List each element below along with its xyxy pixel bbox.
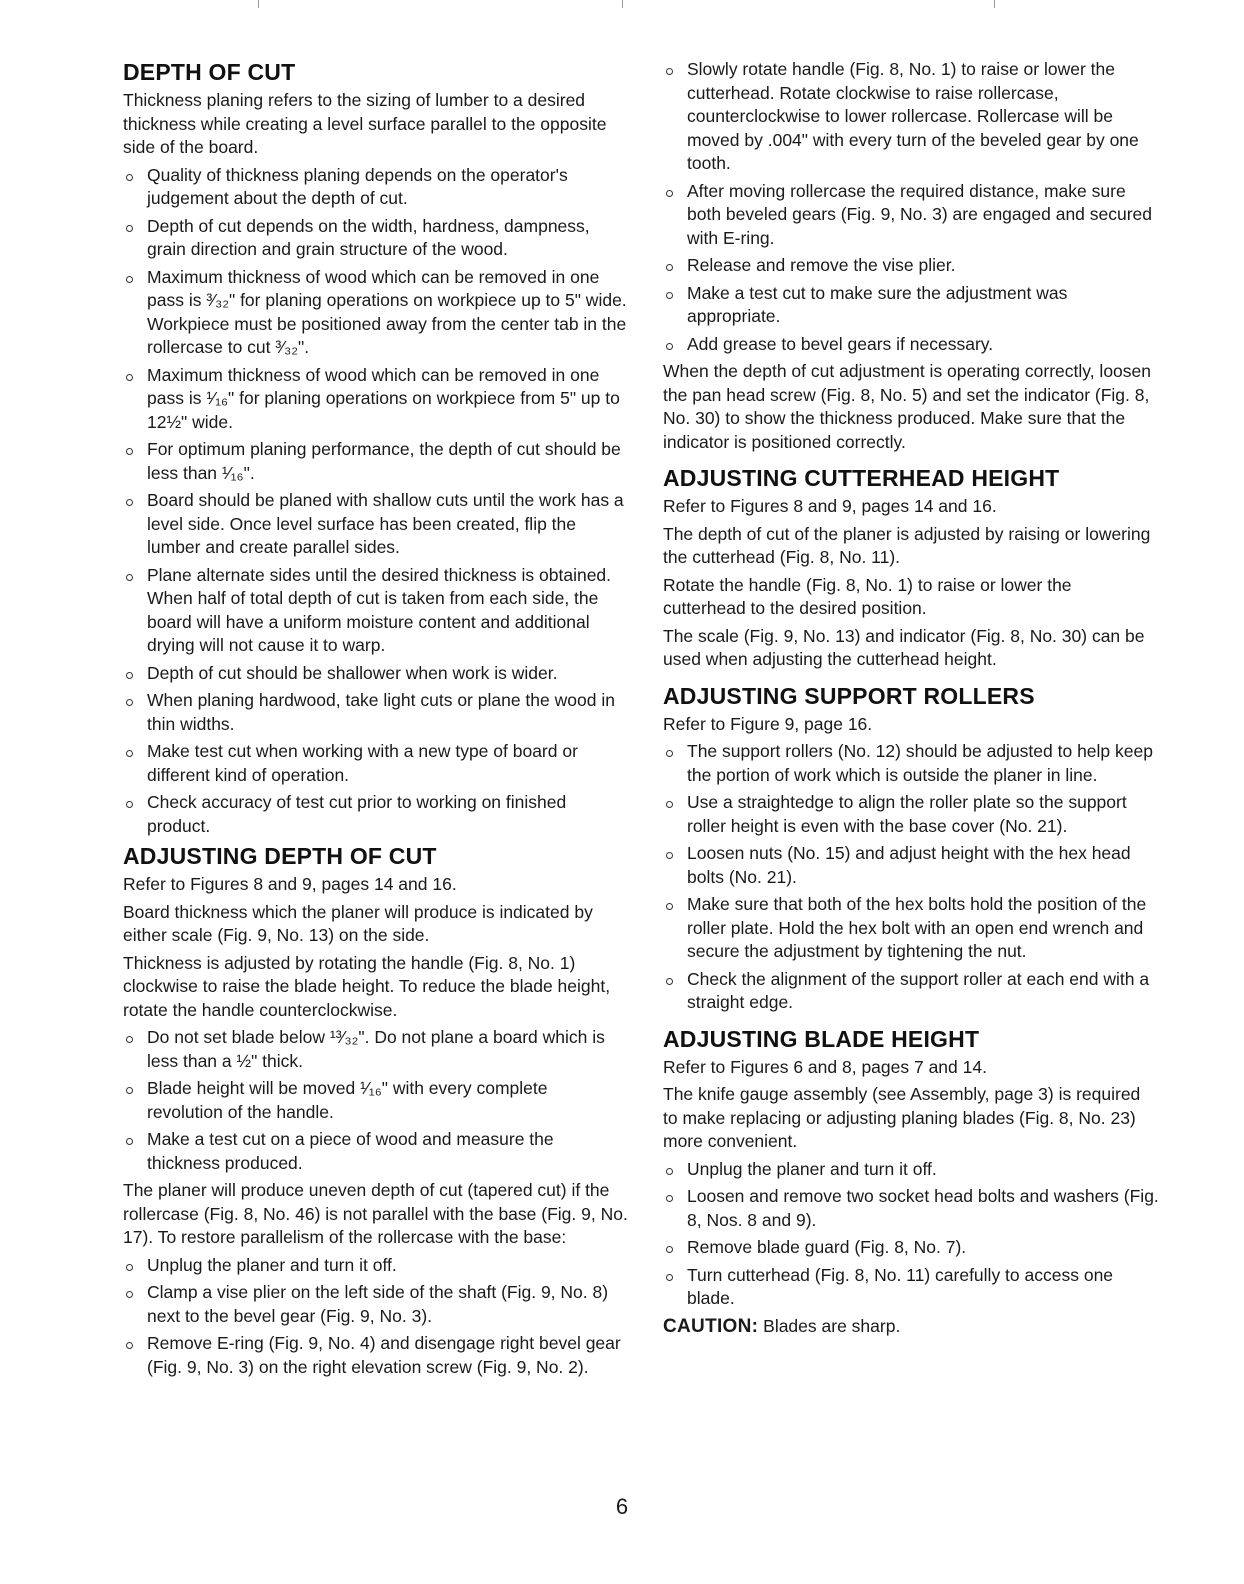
list-item [663,893,1159,964]
list-item-text: The support rollers (No. 12) should be adjusted to help keep the portion of work which is outside the planer in line. [687,741,1153,785]
list-item [663,254,1159,278]
bullet-icon [126,174,133,181]
bullet-icon [666,978,673,985]
paragraph: Thickness is adjusted by rotating the handle (Fig. 8, No. 1) clockwise to raise the blade height. To reduce the blade height, rotate the handle counterclockwise. [123,952,611,1020]
heading-adjusting-blade-height: ADJUSTING BLADE HEIGHT [663,1025,980,1052]
paragraph: Refer to Figures 6 and 8, pages 7 and 14. [663,1056,987,1077]
list-item-text: Remove E-ring (Fig. 9, No. 4) and disengage right bevel gear (Fig. 9, No. 3) on the right elevation screw (Fig. 9, No. 2). [147,1333,621,1377]
paragraph: The planer will produce uneven depth of cut (tapered cut) if the rollercase (Fig. 8, No. 46) is not parallel with the base (Fig. 9, No. 17). To restore parallelism of the rollercase with the base: [123,1180,628,1247]
bullet-icon [666,903,673,910]
list-item [663,58,1159,176]
section-adjusting-support-rollers [663,682,1159,1015]
list-item-text: Maximum thickness of wood which can be removed in one pass is ³⁄₃₂" for planing operations on workpiece up to 5" wide. Workpiece must be positioned away from the center tab in the rollercase to cut ³⁄₃₂". [147,266,627,357]
list-item [123,791,628,838]
bullet-icon [126,750,133,757]
section-adjusting-depth-of-cut [123,842,628,1379]
list-item [123,489,628,560]
list-item-text: Depth of cut depends on the width, hardness, dampness, grain direction and grain structure of the wood. [147,215,590,259]
list-item-text: For optimum planing performance, the depth of cut should be less than ¹⁄₁₆". [147,439,621,483]
paragraph: Refer to Figure 9, page 16. [663,713,873,734]
list-item [663,1236,1159,1260]
bullet-list [663,1158,1159,1311]
paragraph: Refer to Figures 8 and 9, pages 14 and 16. [663,496,997,516]
list-item-text: Maximum thickness of wood which can be removed in one pass is ¹⁄₁₆" for planing operations on workpiece from 5" up to 12½" wide. [147,364,620,432]
paragraph: Rotate the handle (Fig. 8, No. 1) to raise or lower the cutterhead to the desired position. [663,574,1072,618]
list-item [663,842,1159,889]
bullet-icon [126,276,133,283]
paragraph: Thickness planing refers to the sizing of lumber to a desired thickness while creating a level surface parallel to the opposite side of the board. [123,90,607,157]
list-item [123,740,628,787]
bullet-icon [126,1342,133,1349]
list-item-text: Unplug the planer and turn it off. [147,1254,397,1275]
bullet-list [123,1026,628,1175]
list-item-text: Blade height will be moved ¹⁄₁₆" with every complete revolution of the handle. [147,1078,548,1122]
list-item [123,1281,628,1328]
heading-adjusting-cutterhead-height: ADJUSTING CUTTERHEAD HEIGHT [663,465,1060,491]
list-item-text: Use a straightedge to align the roller plate so the support roller height is even with the base cover (No. 21). [687,792,1127,836]
list-item-text: Quality of thickness planing depends on the operator's judgement about the depth of cut. [147,164,568,208]
list-item [663,1264,1159,1311]
list-item-text: Clamp a vise plier on the left side of the shaft (Fig. 9, No. 8) next to the bevel gear (Fig. 9, No. 3). [147,1282,609,1326]
bullet-list [663,740,1159,1015]
list-item [663,282,1159,329]
bullet-icon [666,1274,673,1281]
list-item [663,333,1159,357]
list-item [123,662,628,686]
right-column [663,58,1159,1342]
list-item-text: Slowly rotate handle (Fig. 8, No. 1) to raise or lower the cutterhead. Rotate clockwise to raise rollercase, counterclockwise to lower rollercase. Rollercase will be moved by .004" with every turn of the beveled gear by one tooth. [687,59,1139,173]
bullet-icon [666,343,673,350]
bullet-icon [126,374,133,381]
bullet-icon [666,264,673,271]
heading-adjusting-support-rollers: ADJUSTING SUPPORT ROLLERS [663,682,1035,709]
paragraph: The depth of cut of the planer is adjusted by raising or lowering the cutterhead (Fig. 8, No. 11). [663,523,1151,567]
list-item [123,364,628,435]
list-item-text: Loosen and remove two socket head bolts and washers (Fig. 8, Nos. 8 and 9). [687,1186,1159,1230]
heading-adjusting-depth-of-cut: ADJUSTING DEPTH OF CUT [123,843,437,869]
left-column [123,58,628,1383]
list-item-text: Make sure that both of the hex bolts hold the position of the roller plate. Hold the hex bolt with an open end wrench and secure the adjustment by tightening the nut. [687,894,1147,961]
list-item [663,180,1159,251]
bullet-list-continued [663,58,1159,356]
list-item-text: Check accuracy of test cut prior to working on finished product. [147,792,567,836]
bullet-list [123,164,628,839]
bullet-icon [666,1246,673,1253]
bullet-icon [126,448,133,455]
list-item [123,215,628,262]
bullet-icon [126,1087,133,1094]
bullet-icon [126,225,133,232]
bullet-icon [126,801,133,808]
heading-depth-of-cut: DEPTH OF CUT [123,59,296,85]
bullet-icon [666,1168,673,1175]
bullet-icon [126,699,133,706]
list-item-text: Plane alternate sides until the desired thickness is obtained. When half of total depth of cut is taken from each side, the board will have a uniform moisture content and additional drying will not cause it to warp. [147,564,612,655]
bullet-icon [126,1036,133,1043]
list-item [123,1332,628,1379]
list-item-text: Do not set blade below ¹³⁄₃₂". Do not plane a board which is less than a ½" thick. [147,1027,605,1071]
paragraph: Refer to Figures 8 and 9, pages 14 and 16. [123,874,457,894]
bullet-icon [666,750,673,757]
section-adjusting-cutterhead-height [663,464,1159,672]
bullet-icon [126,672,133,679]
bullet-icon [126,574,133,581]
list-item-text: Remove blade guard (Fig. 8, No. 7). [687,1237,967,1257]
list-item-text: After moving rollercase the required distance, make sure both beveled gears (Fig. 9, No. 3) are engaged and secured with E-ring. [687,180,1153,248]
list-item-text: Make test cut when working with a new type of board or different kind of operation. [147,741,578,785]
page-number: 6 [615,1494,629,1519]
list-item [663,740,1159,787]
bullet-icon [126,499,133,506]
bullet-icon [666,852,673,859]
paragraph: When the depth of cut adjustment is operating correctly, loosen the pan head screw (Fig. 8, No. 5) and set the indicator (Fig. 8, No. 30) to show the thickness produced. Make sure that the indicator is positioned correctly. [663,361,1152,452]
list-item-text: When planing hardwood, take light cuts or plane the wood in thin widths. [147,690,615,734]
bullet-icon [666,801,673,808]
paragraph: The scale (Fig. 9, No. 13) and indicator (Fig. 8, No. 30) can be used when adjusting the cutterhead height. [663,625,1145,669]
list-item-text: Make a test cut on a piece of wood and measure the thickness produced. [147,1129,554,1173]
caution-text: Blades are sharp. [758,1315,901,1336]
list-item [663,968,1159,1015]
list-item-text: Make a test cut to make sure the adjustment was appropriate. [687,282,1068,326]
list-item [663,1158,1159,1182]
list-item-text: Depth of cut should be shallower when work is wider. [147,662,558,683]
list-item-text: Add grease to bevel gears if necessary. [687,333,994,354]
list-item [663,791,1159,838]
list-item [123,266,628,360]
bullet-list [123,1254,628,1380]
paragraph: The knife gauge assembly (see Assembly, page 3) is required to make replacing or adjusting planing blades (Fig. 8, No. 23) more convenient. [663,1084,1141,1151]
list-item [123,164,628,211]
caution-label: CAUTION: [663,1315,759,1337]
list-item [123,689,628,736]
list-item [123,1128,628,1175]
bullet-icon [666,190,673,197]
bullet-icon [666,68,673,75]
section-adjusting-blade-height [663,1025,1159,1339]
list-item-text: Turn cutterhead (Fig. 8, No. 11) carefully to access one blade. [687,1264,1114,1308]
list-item-text: Check the alignment of the support roller at each end with a straight edge. [687,968,1150,1012]
list-item [123,1077,628,1124]
bullet-icon [666,1195,673,1202]
list-item [663,1185,1159,1232]
caution-note [663,1315,1159,1339]
list-item-text: Unplug the planer and turn it off. [687,1158,937,1179]
bullet-icon [666,292,673,299]
list-item [123,1026,628,1073]
list-item [123,438,628,485]
section-depth-of-cut [123,58,628,838]
list-item-text: Board should be planed with shallow cuts until the work has a level side. Once level surface has been created, flip the lumber and create parallel sides. [147,490,624,557]
list-item-text: Release and remove the vise plier. [687,255,956,275]
list-item-text: Loosen nuts (No. 15) and adjust height with the hex head bolts (No. 21). [687,843,1131,887]
list-item [123,564,628,658]
paragraph: Board thickness which the planer will produce is indicated by either scale (Fig. 9, No. 13) on the side. [123,901,593,945]
bullet-icon [126,1291,133,1298]
bullet-icon [126,1138,133,1145]
list-item [123,1254,628,1278]
bullet-icon [126,1264,133,1271]
